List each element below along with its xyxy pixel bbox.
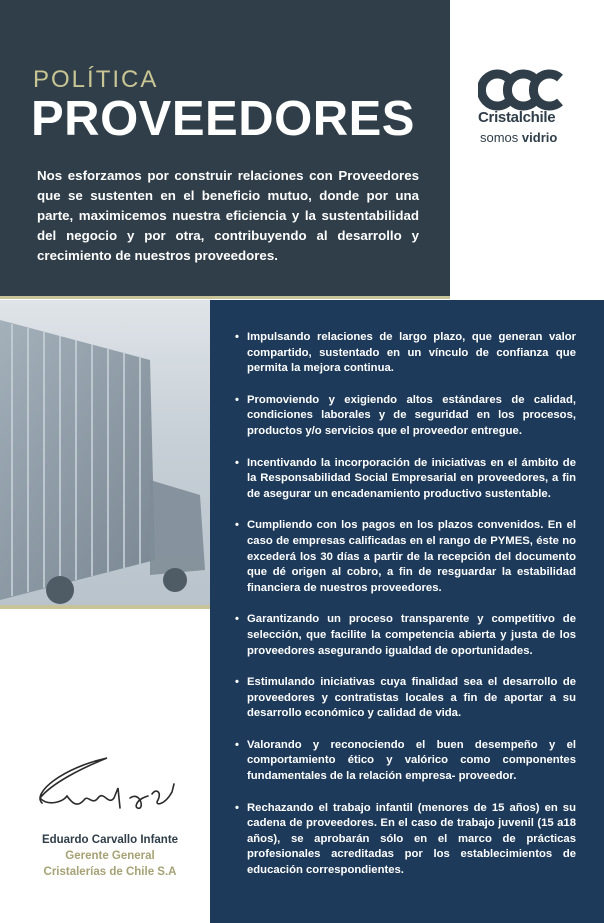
logo-tagline bbox=[480, 130, 557, 145]
signer-name: Eduardo Carvallo Infante bbox=[41, 834, 179, 846]
truck-photo bbox=[0, 300, 210, 605]
photo-divider bbox=[0, 605, 210, 609]
signer-role: Gerente General bbox=[65, 850, 155, 862]
logo-tagline-bold: vidrio bbox=[521, 130, 558, 145]
list-item: • Incentivando la incorporación de iniciativas en el ámbito de la Responsabilidad Social Empresarial en proveedores, a fin de asegurar un encadenamiento productivo sustentable. bbox=[235, 456, 576, 503]
list-item: • Impulsando relaciones de largo plazo, que generan valor compartido, sustentado en un vínculo de confianza que permita la mejora continua. bbox=[235, 330, 576, 377]
list-item: • Rechazando el trabajo infantil (menores de 15 años) en su cadena de proveedores. En el caso de trabajo juvenil (15 a18 años), se aprobarán sólo en el marco de prácticas profesionales acreditadas por los establecimientos de educación correspondientes. bbox=[235, 801, 576, 879]
list-item: • Cumpliendo con los pagos en los plazos convenidos. En el caso de empresas calificadas en el rango de PYMES, éste no excederá los 30 días a partir de la recepción del documento que dé origen al cobro, a fin de resguardar la estabilidad financiera de nuestros proveedores. bbox=[235, 518, 576, 596]
header-divider bbox=[0, 296, 450, 299]
logo-tagline-regular: somos bbox=[480, 130, 522, 145]
truck-photo-illustration bbox=[0, 300, 210, 605]
handwritten-signature bbox=[22, 748, 192, 826]
list-item: • Garantizando un proceso transparente y competitivo de selección, que facilite la competencia abierta y justa de los proveedores asegurando igualdad de oportunidades. bbox=[235, 612, 576, 659]
list-item: • Estimulando iniciativas cuya finalidad sea el desarrollo de proveedores y contratistas locales a fin de aportar a su desarrollo económico y calidad de vida. bbox=[235, 675, 576, 722]
title-politica: POLÍTICA bbox=[33, 66, 159, 93]
signer-company: Cristalerías de Chile S.A bbox=[43, 866, 177, 878]
title-proveedores: PROVEEDORES bbox=[31, 92, 415, 146]
list-item: • Promoviendo y exigiendo altos estándares de calidad, condiciones laborales y de seguridad en los procesos, productos y/o servicios que el proveedor entregue. bbox=[235, 393, 576, 440]
bullet-list bbox=[235, 330, 576, 879]
intro-paragraph: Nos esforzamos por construir relaciones con Proveedores que se sustenten en el beneficio mutuo, donde por una parte, maximicemos nuestra eficiencia y la sustentabilidad del negocio y por otra, contribuyendo al desarrollo y crecimiento de nuestros proveedores. bbox=[37, 168, 419, 263]
logo-name: Cristalchile bbox=[478, 109, 556, 126]
list-item: • Valorando y reconociendo el buen desempeño y el comportamiento ético y valórico como componentes fundamentales de la relación empresa- proveedor. bbox=[235, 738, 576, 785]
